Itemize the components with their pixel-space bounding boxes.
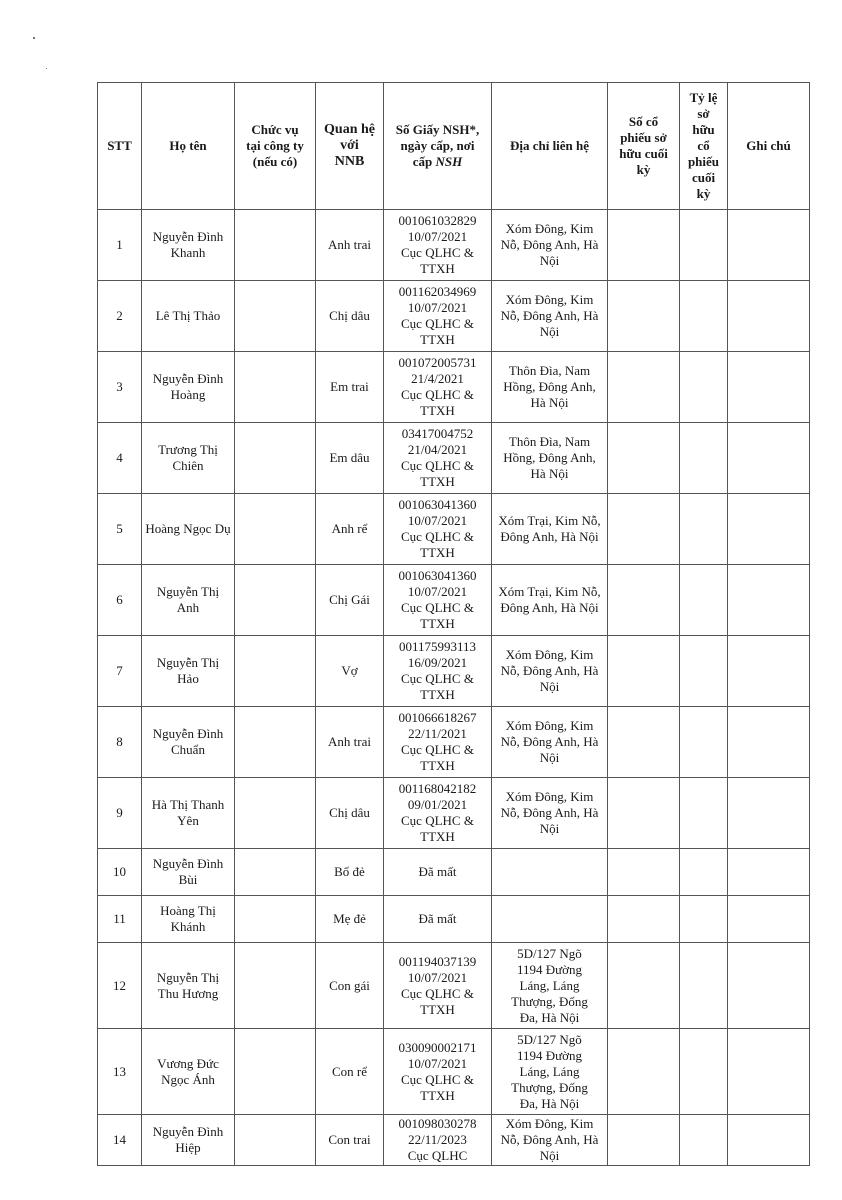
cell-relation: Vợ <box>316 636 384 707</box>
table-row <box>98 896 810 943</box>
id-place: Cục QLHC <box>407 1148 468 1163</box>
header-id-text: Số Giấy NSH*, ngày cấp, nơi cấp <box>395 122 480 169</box>
table-row <box>98 636 810 707</box>
related-persons-table <box>97 82 810 1166</box>
cell-ratio <box>680 423 728 494</box>
cell-id <box>384 778 492 849</box>
cell-stt: 4 <box>98 423 142 494</box>
cell-name: Vương Đức Ngọc Ánh <box>142 1029 235 1115</box>
cell-stt: 3 <box>98 352 142 423</box>
cell-stt: 14 <box>98 1115 142 1166</box>
cell-id-deceased: Đã mất <box>384 849 492 896</box>
table-row <box>98 281 810 352</box>
id-place: TTXH <box>420 403 455 418</box>
table-row <box>98 778 810 849</box>
id-place: Cục QLHC & <box>401 529 474 544</box>
cell-address: Xóm Đông, Kim Nỗ, Đông Anh, Hà Nội <box>492 707 608 778</box>
header-ratio: Tỷ lệ sở hữu cổ phiếu cuối kỳ <box>680 83 728 210</box>
header-row <box>98 83 810 210</box>
cell-name: Nguyễn Đình Chuẩn <box>142 707 235 778</box>
cell-stt: 2 <box>98 281 142 352</box>
table-row <box>98 707 810 778</box>
cell-ratio <box>680 565 728 636</box>
cell-address: Xóm Đông, Kim Nỗ, Đông Anh, Hà Nội <box>492 636 608 707</box>
cell-position <box>235 423 316 494</box>
cell-position <box>235 707 316 778</box>
cell-stt: 12 <box>98 943 142 1029</box>
cell-position <box>235 494 316 565</box>
cell-relation: Con trai <box>316 1115 384 1166</box>
id-place: Cục QLHC & <box>401 387 474 402</box>
id-place: TTXH <box>420 545 455 560</box>
cell-id <box>384 1029 492 1115</box>
cell-position <box>235 778 316 849</box>
cell-note <box>728 943 810 1029</box>
cell-ratio <box>680 494 728 565</box>
cell-position <box>235 281 316 352</box>
cell-shares <box>608 1029 680 1115</box>
cell-address: Xóm Đông, Kim Nỗ, Đông Anh, Hà Nội <box>492 778 608 849</box>
cell-address: Xóm Đông, Kim Nỗ, Đông Anh, Hà Nội <box>492 281 608 352</box>
id-number: 001063041360 <box>398 568 477 583</box>
cell-ratio <box>680 896 728 943</box>
header-position: Chức vụ tại công ty (nếu có) <box>235 83 316 210</box>
cell-address: Xóm Đông, Kim Nỗ, Đông Anh, Hà Nội <box>492 210 608 281</box>
id-date: 10/07/2021 <box>407 229 468 244</box>
id-date: 21/4/2021 <box>411 371 464 386</box>
id-place: Cục QLHC & <box>401 985 474 1001</box>
cell-ratio <box>680 707 728 778</box>
cell-relation: Bố đẻ <box>316 849 384 896</box>
id-number: 001098030278 <box>398 1116 477 1131</box>
cell-name: Nguyễn Đình Hiệp <box>142 1115 235 1166</box>
id-place: TTXH <box>420 474 455 489</box>
id-number: 03417004752 <box>401 426 474 441</box>
id-place: Cục QLHC & <box>401 316 474 331</box>
table-row <box>98 210 810 281</box>
id-place: Cục QLHC & <box>401 600 474 615</box>
cell-id <box>384 494 492 565</box>
cell-id <box>384 565 492 636</box>
id-place: TTXH <box>420 687 455 702</box>
cell-name: Lê Thị Thảo <box>142 281 235 352</box>
id-place: TTXH <box>420 1001 455 1017</box>
cell-id <box>384 423 492 494</box>
id-place: TTXH <box>420 332 455 347</box>
header-address: Địa chỉ liên hệ <box>492 83 608 210</box>
cell-name: Nguyễn Thị Thu Hương <box>142 943 235 1029</box>
cell-stt: 5 <box>98 494 142 565</box>
cell-ratio <box>680 210 728 281</box>
id-date: 10/07/2021 <box>407 300 468 315</box>
header-relation: Quan hệ với NNB <box>316 83 384 210</box>
cell-stt: 10 <box>98 849 142 896</box>
cell-name: Nguyễn Thị Anh <box>142 565 235 636</box>
cell-relation: Anh trai <box>316 707 384 778</box>
id-place: Cục QLHC & <box>401 671 474 686</box>
cell-relation: Mẹ đẻ <box>316 896 384 943</box>
header-note: Ghi chú <box>728 83 810 210</box>
scan-speck <box>46 68 47 69</box>
cell-address <box>492 849 608 896</box>
cell-id <box>384 281 492 352</box>
id-number: 001175993113 <box>398 639 477 654</box>
id-date: 10/07/2021 <box>407 1055 468 1071</box>
cell-address: 5D/127 Ngõ 1194 Đường Láng, Láng Thượng, Đống Đa, Hà Nội <box>492 943 608 1029</box>
cell-shares <box>608 210 680 281</box>
id-place: Cục QLHC & <box>401 1071 474 1087</box>
cell-ratio <box>680 1115 728 1166</box>
cell-stt: 1 <box>98 210 142 281</box>
cell-note <box>728 494 810 565</box>
id-date: 10/07/2021 <box>407 513 468 528</box>
cell-id <box>384 707 492 778</box>
cell-shares <box>608 352 680 423</box>
cell-stt: 13 <box>98 1029 142 1115</box>
cell-shares <box>608 1115 680 1166</box>
id-date: 21/04/2021 <box>407 442 468 457</box>
id-place: Cục QLHC & <box>401 245 474 260</box>
cell-name: Hoàng Ngọc Dụ <box>142 494 235 565</box>
cell-stt: 6 <box>98 565 142 636</box>
cell-note <box>728 565 810 636</box>
cell-name: Nguyễn Đình Bùi <box>142 849 235 896</box>
cell-relation: Em trai <box>316 352 384 423</box>
cell-ratio <box>680 849 728 896</box>
header-id <box>384 83 492 210</box>
table-row <box>98 1029 810 1115</box>
id-date: 16/09/2021 <box>407 655 468 670</box>
cell-stt: 7 <box>98 636 142 707</box>
cell-name: Nguyễn Thị Hảo <box>142 636 235 707</box>
cell-relation: Anh trai <box>316 210 384 281</box>
id-place: Cục QLHC & <box>401 813 474 828</box>
cell-relation: Em dâu <box>316 423 384 494</box>
cell-address: Thôn Đìa, Nam Hồng, Đông Anh, Hà Nội <box>492 352 608 423</box>
cell-name: Trương Thị Chiên <box>142 423 235 494</box>
table-row <box>98 352 810 423</box>
cell-position <box>235 636 316 707</box>
cell-address: Xóm Trại, Kim Nỗ, Đông Anh, Hà Nội <box>492 565 608 636</box>
cell-id <box>384 636 492 707</box>
cell-relation: Chị Gái <box>316 565 384 636</box>
id-number: 030090002171 <box>398 1039 477 1055</box>
cell-shares <box>608 707 680 778</box>
cell-relation: Con rể <box>316 1029 384 1115</box>
cell-note <box>728 423 810 494</box>
cell-position <box>235 896 316 943</box>
scan-speck <box>33 37 35 39</box>
id-date: 10/07/2021 <box>407 969 468 985</box>
table-row <box>98 565 810 636</box>
cell-id-deceased: Đã mất <box>384 896 492 943</box>
cell-stt: 11 <box>98 896 142 943</box>
cell-note <box>728 849 810 896</box>
cell-position <box>235 943 316 1029</box>
id-place: TTXH <box>420 1087 455 1103</box>
cell-address: 5D/127 Ngõ 1194 Đường Láng, Láng Thượng, Đống Đa, Hà Nội <box>492 1029 608 1115</box>
cell-position <box>235 1029 316 1115</box>
cell-shares <box>608 281 680 352</box>
id-number: 001063041360 <box>398 497 477 512</box>
cell-note <box>728 1115 810 1166</box>
cell-stt: 8 <box>98 707 142 778</box>
cell-shares <box>608 636 680 707</box>
cell-ratio <box>680 778 728 849</box>
cell-id <box>384 352 492 423</box>
id-place: TTXH <box>420 261 455 276</box>
id-number: 001061032829 <box>398 213 477 228</box>
header-shares: Số cổ phiếu sở hữu cuối kỳ <box>608 83 680 210</box>
table-row <box>98 494 810 565</box>
cell-name: Nguyễn Đình Khanh <box>142 210 235 281</box>
cell-position <box>235 210 316 281</box>
cell-relation: Chị dâu <box>316 778 384 849</box>
cell-note <box>728 896 810 943</box>
cell-shares <box>608 943 680 1029</box>
table-row <box>98 1115 810 1166</box>
table-row <box>98 423 810 494</box>
cell-ratio <box>680 636 728 707</box>
id-place: Cục QLHC & <box>401 458 474 473</box>
cell-shares <box>608 494 680 565</box>
cell-position <box>235 849 316 896</box>
id-number: 001072005731 <box>398 355 477 370</box>
id-place: TTXH <box>420 616 455 631</box>
id-number: 001066618267 <box>398 710 477 725</box>
id-number: 001168042182 <box>398 781 477 796</box>
cell-address: Xóm Trại, Kim Nỗ, Đông Anh, Hà Nội <box>492 494 608 565</box>
cell-ratio <box>680 352 728 423</box>
cell-note <box>728 1029 810 1115</box>
cell-id <box>384 943 492 1029</box>
cell-ratio <box>680 1029 728 1115</box>
cell-name: Hà Thị Thanh Yên <box>142 778 235 849</box>
cell-position <box>235 565 316 636</box>
cell-relation: Con gái <box>316 943 384 1029</box>
header-id-nsh: NSH <box>435 154 463 169</box>
cell-name: Hoàng Thị Khánh <box>142 896 235 943</box>
cell-shares <box>608 423 680 494</box>
cell-note <box>728 707 810 778</box>
cell-id <box>384 1115 492 1166</box>
id-number: 001194037139 <box>398 953 477 969</box>
id-date: 22/11/2023 <box>408 1132 467 1147</box>
id-place: TTXH <box>420 829 455 844</box>
id-date: 10/07/2021 <box>407 584 468 599</box>
id-number: 001162034969 <box>398 284 477 299</box>
cell-relation: Chị dâu <box>316 281 384 352</box>
cell-name: Nguyễn Đình Hoàng <box>142 352 235 423</box>
id-place: TTXH <box>420 758 455 773</box>
cell-relation: Anh rể <box>316 494 384 565</box>
cell-address <box>492 896 608 943</box>
cell-note <box>728 281 810 352</box>
cell-note <box>728 778 810 849</box>
cell-ratio <box>680 943 728 1029</box>
header-name: Họ tên <box>142 83 235 210</box>
cell-shares <box>608 778 680 849</box>
cell-note <box>728 352 810 423</box>
id-place: Cục QLHC & <box>401 742 474 757</box>
table-row <box>98 943 810 1029</box>
cell-id <box>384 210 492 281</box>
cell-shares <box>608 565 680 636</box>
cell-address: Thôn Đìa, Nam Hồng, Đông Anh, Hà Nội <box>492 423 608 494</box>
cell-position <box>235 1115 316 1166</box>
id-date: 22/11/2021 <box>408 726 467 741</box>
id-date: 09/01/2021 <box>407 797 468 812</box>
cell-ratio <box>680 281 728 352</box>
cell-note <box>728 210 810 281</box>
table-row <box>98 849 810 896</box>
cell-shares <box>608 896 680 943</box>
header-stt: STT <box>98 83 142 210</box>
cell-position <box>235 352 316 423</box>
cell-address: Xóm Đông, Kim Nỗ, Đông Anh, Hà Nội <box>492 1115 608 1166</box>
cell-note <box>728 636 810 707</box>
cell-stt: 9 <box>98 778 142 849</box>
cell-shares <box>608 849 680 896</box>
